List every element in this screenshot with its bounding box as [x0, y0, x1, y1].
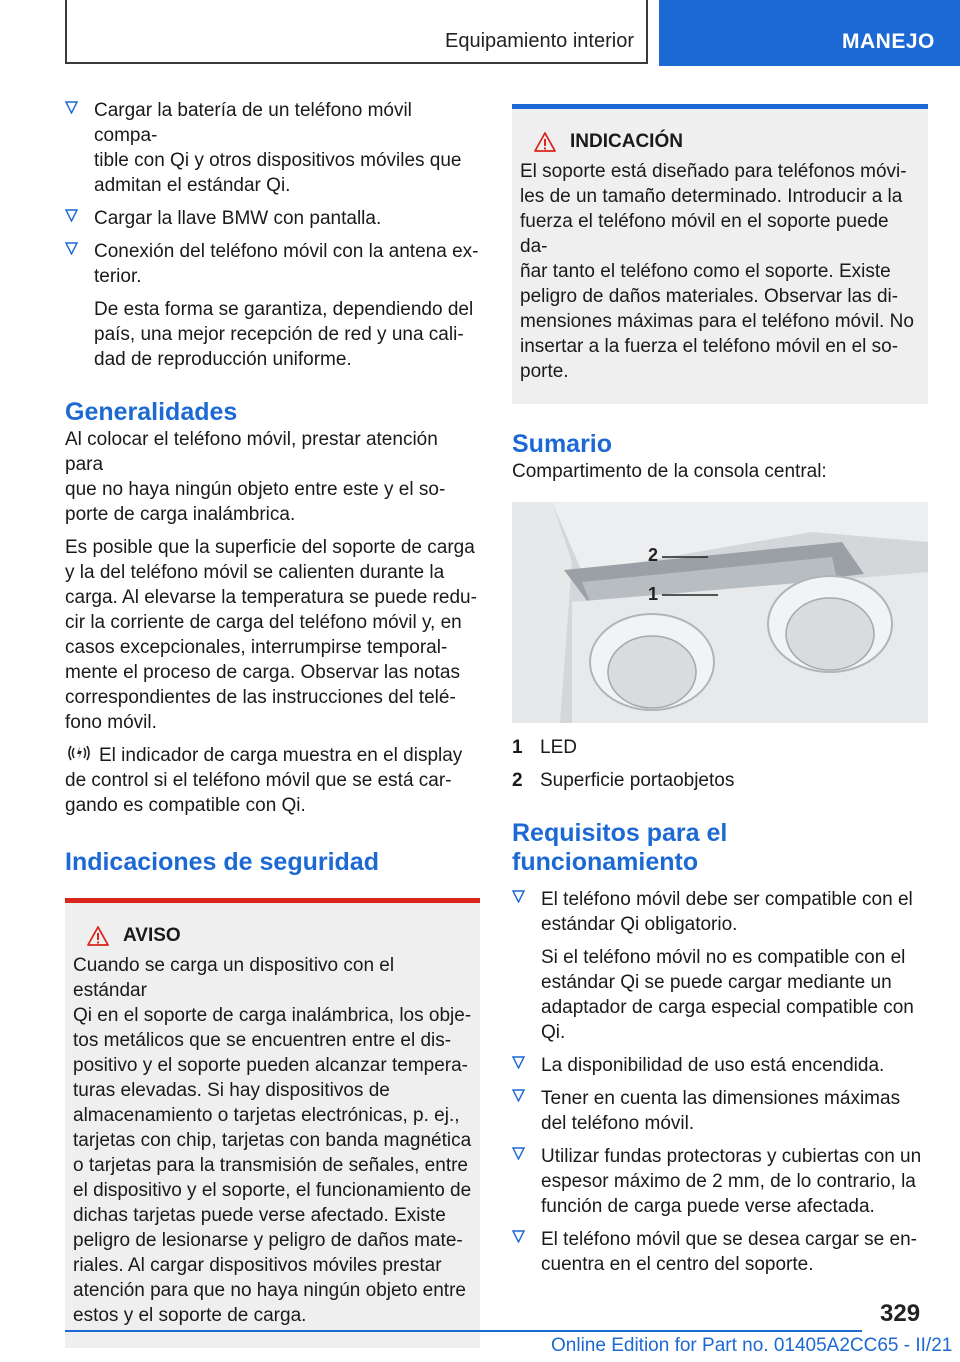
bullet-line: Cargar la llave BMW con pantalla. [94, 208, 382, 229]
list-item [65, 206, 480, 231]
chapter-title: Equipamiento interior [445, 30, 634, 52]
bullet-triangle-icon [65, 209, 78, 222]
wireless-charging-icon [65, 743, 93, 763]
bullet-line: Conexión del teléfono móvil con la antena ex- [94, 241, 479, 262]
bullet-line: admitan el estándar Qi. [94, 175, 291, 196]
paragraph: Al colocar el teléfono móvil, prestar atención para que no haya ningún objeto entre este y el so- porte de carga inalámbrica. [65, 429, 446, 525]
legend-item: 1 LED [512, 737, 577, 758]
sumario-intro: Compartimento de la consola central: [512, 461, 827, 482]
warning-triangle-icon [87, 926, 109, 946]
paragraph: El indicador de carga muestra en el display de control si el teléfono móvil que se está car- gando es compatible con Qi. [65, 745, 463, 816]
list-item: La disponibilidad de uso está encendida. [512, 1053, 928, 1078]
legend-item: 2 Superficie portaobjetos [512, 770, 735, 791]
note-box [512, 104, 928, 404]
warning-text: Cuando se carga un dispositivo con el estándar Qi en el soporte de carga inalámbrica, los obje- tos metálicos que se encuentren entre el dis- positivo y el soporte pueden alcanzar tempera- turas elevadas. Si hay dispositivos de almacenamiento o tarjetas electrónicas, p. ej., tarjetas con chip, tarjetas con banda magnética o tarjetas para la transmisión de señales, entre el dispositivo y el soporte, el funcionamiento de dichas tarjetas puede verse afectado. Existe peligro de lesionarse y peligro de daños mate- riales. Al cargar dispositivos móviles prestar atención para que no haya ningún objeto entre estos y el soporte de carga. [73, 955, 472, 1326]
bullet-list-top [65, 98, 480, 372]
list-item: Utilizar fundas protectoras y cubiertas con un espesor máximo de 2 mm, de lo contrario, la función de carga puede verse afectada. [512, 1144, 928, 1219]
list-item [65, 239, 480, 372]
paragraph: Es posible que la superficie del soporte de carga y la del teléfono móvil se calienten durante la carga. Al elevarse la temperatura se puede redu- cir la corriente de carga del teléfono móvil y, en casos excepcionales, interrumpirse temporal- mente el proceso de carga. Observar las notas correspondientes de las instrucciones del telé- fono móvil. [65, 537, 477, 733]
left-column [65, 98, 480, 1348]
bullet-triangle-icon [512, 1147, 525, 1160]
heading-sumario: Sumario [512, 430, 613, 458]
page-number: 329 [880, 1300, 921, 1327]
footer-edition: Online Edition for Part no. 01405A2CC65 - II/21 [551, 1335, 953, 1356]
list-item: Tener en cuenta las dimensiones máximas del teléfono móvil. [512, 1086, 928, 1136]
list-item [65, 98, 480, 198]
bullet-line: tible con Qi y otros dispositivos móviles que [94, 150, 462, 171]
heading-requisitos: Requisitos para el funcionamiento [512, 819, 728, 876]
list-item: El teléfono móvil que se desea cargar se en- cuentra en el centro del soporte. [512, 1227, 928, 1277]
footer-divider [65, 1330, 862, 1332]
console-figure [512, 502, 928, 723]
figure-callout-1: 1 [648, 584, 659, 604]
console-illustration [512, 502, 928, 723]
right-column [512, 104, 928, 1285]
bullet-line: Cargar la batería de un teléfono móvil compa- [94, 100, 412, 146]
bullet-line: país, una mejor recepción de red y una cali- [94, 324, 464, 345]
list-item: El teléfono móvil debe ser compatible con el estándar Qi obligatorio. Si el teléfono móvil no es compatible con el estándar Qi se puede cargar mediante un adaptador de carga especial compatible con Qi. [512, 887, 928, 1045]
heading-seguridad: Indicaciones de seguridad [65, 848, 379, 876]
bullet-line: terior. [94, 266, 142, 287]
bullet-triangle-icon [512, 1230, 525, 1243]
bullet-triangle-icon [65, 242, 78, 255]
note-text: El soporte está diseñado para teléfonos móvi- les de un tamaño determinado. Introducir a la fuerza el teléfono móvil en el soporte puede da- ñar tanto el teléfono como el soporte. Existe peligro de daños materiales. Observar las di- mensiones máximas para el teléfono móvil. No insertar a la fuerza el teléfono móvil en el so- porte. [520, 161, 914, 382]
bullet-line: De esta forma se garantiza, dependiendo del [94, 299, 474, 320]
warning-box [65, 898, 480, 1348]
header-chapter-tab [65, 0, 648, 64]
note-title: INDICACIÓN [520, 131, 920, 153]
warning-triangle-icon [534, 132, 556, 152]
heading-generalidades: Generalidades [65, 398, 238, 426]
figure-callout-2: 2 [648, 545, 659, 565]
bullet-list-requisitos [512, 887, 928, 1277]
bullet-line: dad de reproducción uniforme. [94, 349, 352, 370]
bullet-triangle-icon [65, 101, 78, 114]
bullet-triangle-icon [512, 1056, 525, 1069]
warning-title: AVISO [73, 925, 472, 947]
bullet-triangle-icon [512, 1089, 525, 1102]
bullet-triangle-icon [512, 890, 525, 903]
section-title: MANEJO [842, 30, 935, 53]
